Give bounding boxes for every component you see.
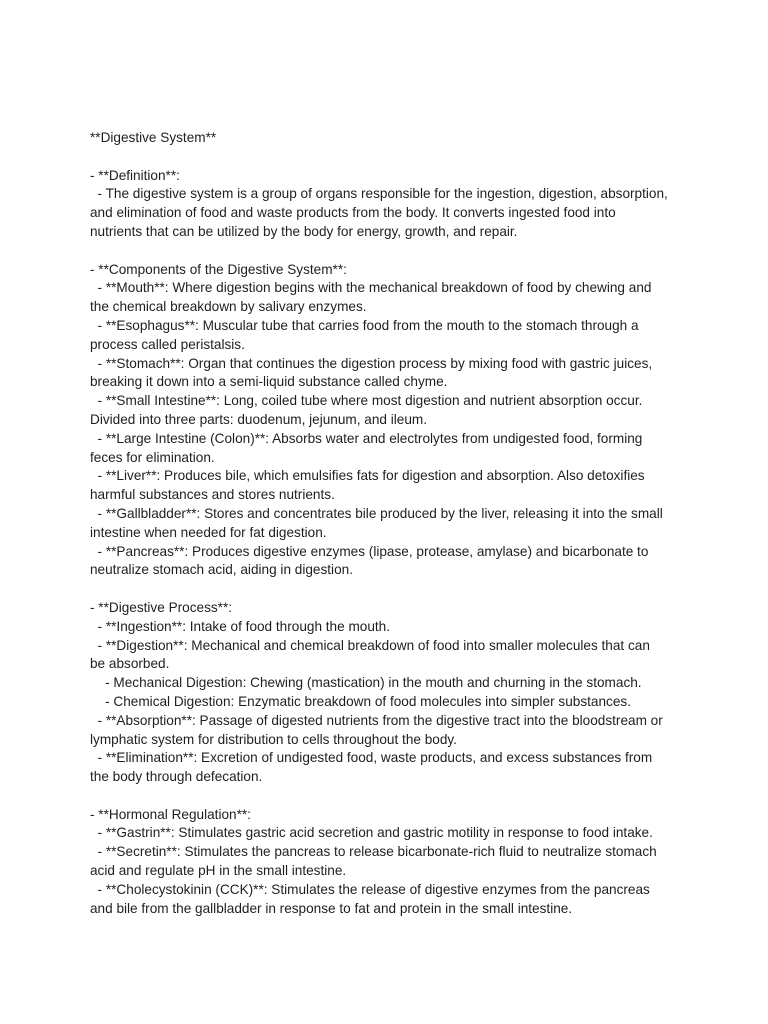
- text-line: - **Ingestion**: Intake of food through the mouth.: [90, 618, 391, 634]
- text-line: and elimination of food and waste products from the body. It converts ingested food into: [90, 205, 616, 221]
- document-title: **Digestive System**: [90, 130, 217, 145]
- text-line: - **Components of the Digestive System**:: [90, 261, 347, 277]
- text-line: - **Digestion**: Mechanical and chemical breakdown of food into smaller molecules that can: [90, 637, 650, 653]
- text-line: - The digestive system is a group of organs responsible for the ingestion, digestion, absorption,: [90, 186, 668, 202]
- text-line: Divided into three parts: duodenum, jejunum, and ileum.: [90, 411, 428, 427]
- text-line: neutralize stomach acid, aiding in digestion.: [90, 562, 353, 578]
- text-line: lymphatic system for distribution to cells throughout the body.: [90, 731, 457, 747]
- text-line: intestine when needed for fat digestion.: [90, 524, 327, 540]
- text-line: - **Absorption**: Passage of digested nutrients from the digestive tract into the bloodstream or: [90, 712, 663, 728]
- text-line: nutrients that can be utilized by the body for energy, growth, and repair.: [90, 223, 518, 239]
- text-line: and bile from the gallbladder in response to fat and protein in the small intestine.: [90, 900, 573, 916]
- blank-line: [90, 787, 690, 806]
- text-line: - **Hormonal Regulation**:: [90, 806, 251, 822]
- text-line: - **Gallbladder**: Stores and concentrates bile produced by the liver, releasing it into the small: [90, 505, 663, 521]
- text-line: - **Elimination**: Excretion of undigested food, waste products, and excess substances from: [90, 750, 653, 766]
- document-body: [90, 129, 690, 918]
- text-line: - **Digestive Process**:: [90, 599, 233, 615]
- blank-line: [90, 148, 690, 167]
- text-line: - **Esophagus**: Muscular tube that carries food from the mouth to the stomach through a: [90, 317, 639, 333]
- text-line: - Chemical Digestion: Enzymatic breakdown of food molecules into simpler substances.: [90, 693, 631, 709]
- text-line: the chemical breakdown by salivary enzymes.: [90, 299, 367, 315]
- blank-line: [90, 242, 690, 261]
- blank-line: [90, 580, 690, 599]
- text-line: - **Pancreas**: Produces digestive enzymes (lipase, protease, amylase) and bicarbonate to: [90, 543, 649, 559]
- text-line: - **Definition**:: [90, 167, 180, 183]
- text-line: - **Gastrin**: Stimulates gastric acid secretion and gastric motility in response to food intake.: [90, 825, 653, 841]
- text-line: - **Large Intestine (Colon)**: Absorbs water and electrolytes from undigested food, forming: [90, 430, 643, 446]
- text-line: - **Cholecystokinin (CCK)**: Stimulates the release of digestive enzymes from the pancreas: [90, 881, 650, 897]
- text-line: harmful substances and stores nutrients.: [90, 487, 335, 503]
- text-line: - **Mouth**: Where digestion begins with the mechanical breakdown of food by chewing and: [90, 280, 652, 296]
- text-line: be absorbed.: [90, 656, 170, 672]
- text-line: feces for elimination.: [90, 449, 215, 465]
- text-line: - **Stomach**: Organ that continues the digestion process by mixing food with gastric juices,: [90, 355, 653, 371]
- text-line: acid and regulate pH in the small intestine.: [90, 863, 347, 879]
- text-line: - Mechanical Digestion: Chewing (mastication) in the mouth and churning in the stomach.: [90, 675, 642, 691]
- text-line: - **Secretin**: Stimulates the pancreas to release bicarbonate-rich fluid to neutralize stomach: [90, 844, 657, 860]
- text-line: - **Liver**: Produces bile, which emulsifies fats for digestion and absorption. Also detoxifies: [90, 468, 645, 484]
- text-line: process called peristalsis.: [90, 336, 245, 352]
- text-line: breaking it down into a semi-liquid substance called chyme.: [90, 374, 448, 390]
- text-line: - **Small Intestine**: Long, coiled tube where most digestion and nutrient absorption occur.: [90, 393, 643, 409]
- text-line: the body through defecation.: [90, 769, 263, 785]
